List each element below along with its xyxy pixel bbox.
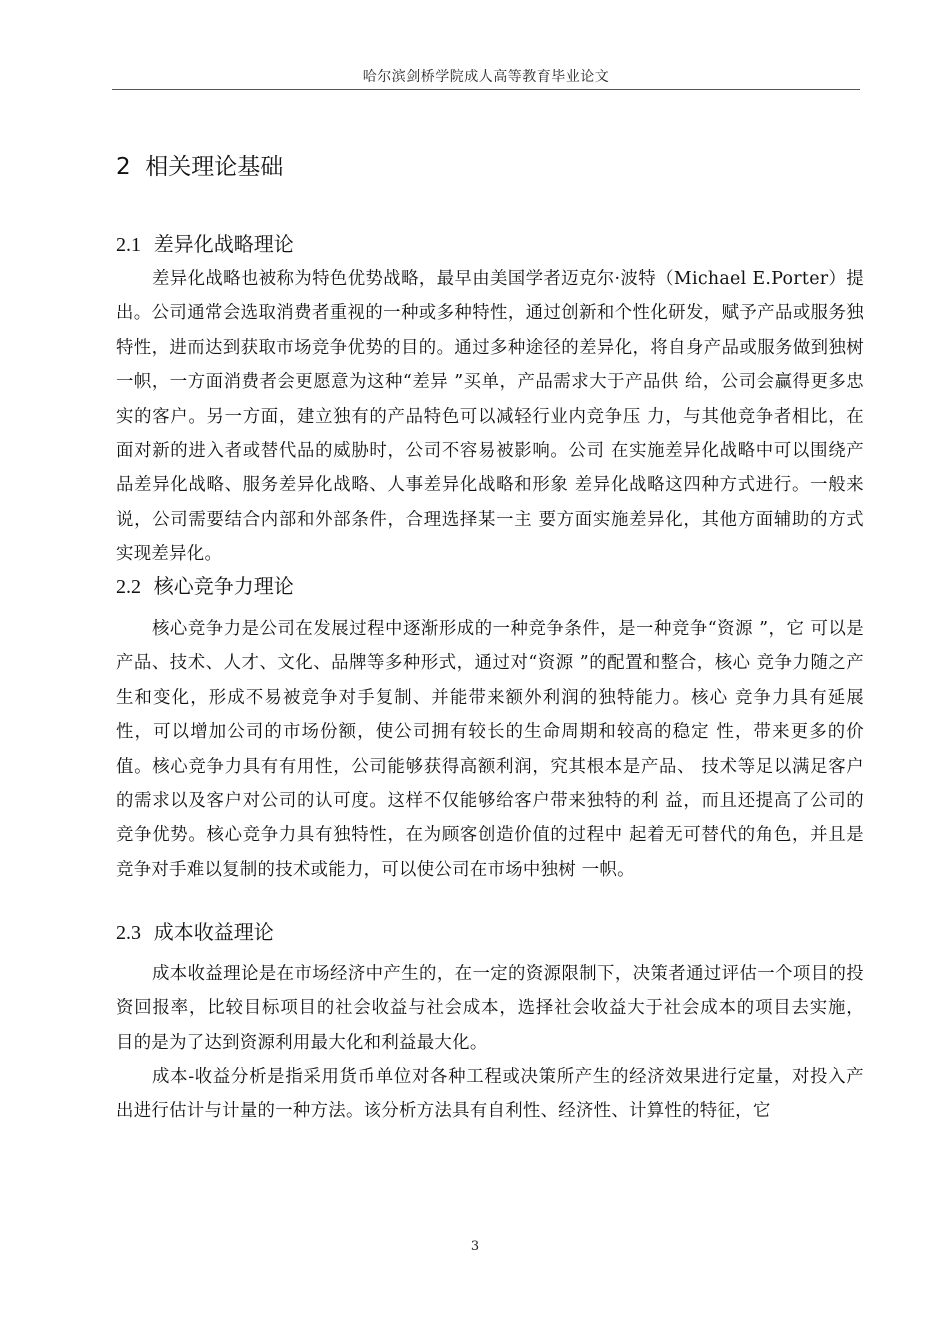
section-heading-2-1 [116,228,294,257]
section-2-3-paragraph-1: 成本收益理论是在市场经济中产生的，在一定的资源限制下，决策者通过评估一个项目的投资回报率，比较目标项目的社会收益与社会成本，选择社会收益大于社会成本的项目去实施， 目的是为了达到资源利用最大化和利益最大化。 [116,964,864,1053]
section-number: 2.3 [116,922,141,944]
section-title: 核心竞争力理论 [153,574,294,598]
section-title: 差异化战略理论 [153,232,294,256]
section-2-2-paragraph: 核心竞争力是公司在发展过程中逐渐形成的一种竞争条件，是一种竞争“资源 ”，它 可以是产品、技术、人才、文化、品牌等多种形式，通过对“资源 ”的配置和整合，核心 竞争力随之产生和变化，形成不易被竞争对手复制、并能带来额外利润的独特能力。核心 竞争力具有延展性，可以增加公司的市场份额，使公司拥有较长的生命周期和较高的稳定 性，带来更多的价值。核心竞争力具有有用性，公司能够获得高额利润，究其根本是产品、 技术等足以满足客户的需求以及客户对公司的认可度。这样不仅能够给客户带来独特的利 益，而且还提高了公司的竞争优势。核心竞争力具有独特性，在为顾客创造价值的过程中 起着无可替代的角色，并且是竞争对手难以复制的技术或能力，可以使公司在市场中独树 一帜。 [116,619,864,880]
chapter-title: 相关理论基础 [145,154,284,180]
section-number: 2.1 [116,234,141,256]
page-number: 3 [470,1239,480,1254]
section-heading-2-2 [116,570,294,599]
section-2-1-paragraph: 差异化战略也被称为特色优势战略，最早由美国学者迈克尔·波特（Michael E.Porter）提出。公司通常会选取消费者重视的一种或多种特性，通过创新和个性化研发，赋予产品或服务独特性，进而达到获取市场竞争优势的目的。通过多种途径的差异化，将自身产品或服务做到独树一帜，一方面消费者会更愿意为这种“差异 ”买单，产品需求大于产品供 给，公司会赢得更多忠实的客户。另一方面，建立独有的产品特色可以减轻行业内竞争压 力，与其他竞争者相比，在面对新的进入者或替代品的威胁时，公司不容易被影响。公司 在实施差异化战略中可以围绕产品差异化战略、服务差异化战略、人事差异化战略和形象 差异化战略这四种方式进行。一般来说，公司需要结合内部和外部条件，合理选择某一主 要方面实施差异化，其他方面辅助的方式实现差异化。 [116,269,864,565]
section-2-3-paragraph-2: 成本-收益分析是指采用货币单位对各种工程或决策所产生的经济效果进行定量，对投入产出进行估计与计量的一种方法。该分析方法具有自利性、经济性、计算性的特征，它 [116,1067,864,1122]
section-number: 2.2 [116,576,141,598]
section-title: 成本收益理论 [153,920,274,944]
chapter-heading [116,148,283,181]
running-header: 哈尔滨剑桥学院成人高等教育毕业论文 [362,69,610,85]
section-heading-2-3 [116,916,274,945]
chapter-number: 2 [116,154,131,180]
header-rule [112,89,860,90]
